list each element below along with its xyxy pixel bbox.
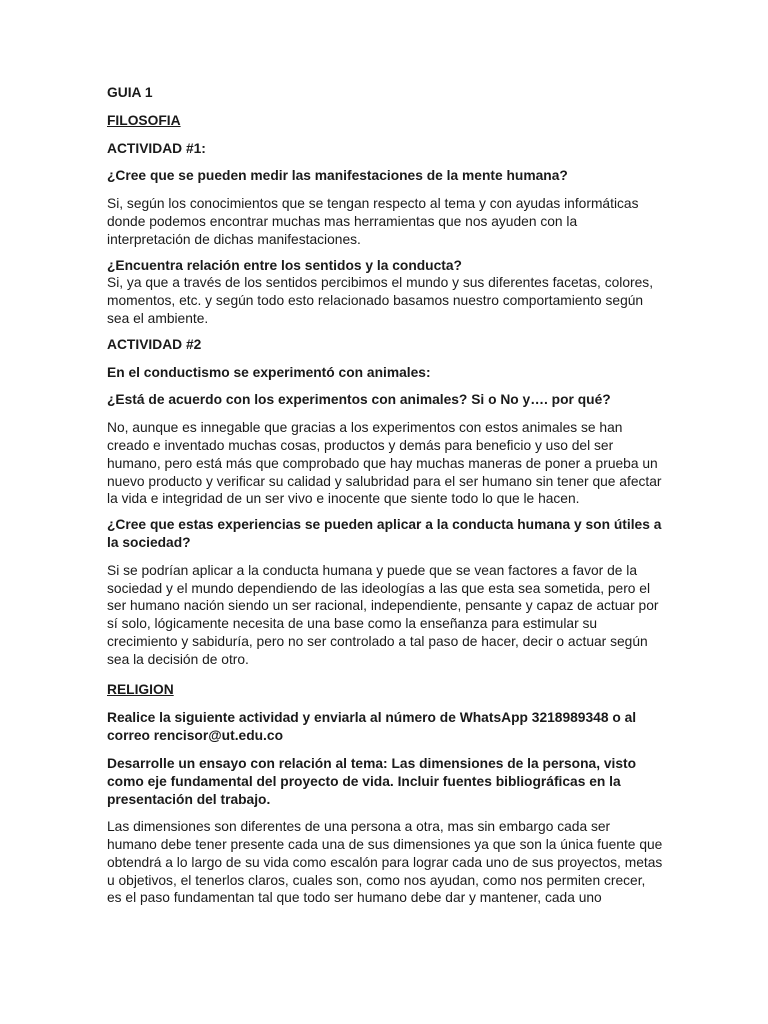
religion-instruction: Realice la siguiente actividad y enviarla al número de WhatsApp 3218989348 o al correo rencisor@ut.edu.co	[107, 710, 637, 744]
activity-1-answer-2: Si, ya que a través de los sentidos percibimos el mundo y sus diferentes facetas, colores, momentos, etc. y según todo esto relacionado basamos nuestro comportamiento según sea el ambiente.	[107, 275, 654, 326]
religion-answer: Las dimensiones son diferentes de una persona a otra, mas sin embargo cada ser humano debe tener presente cada una de sus dimensiones ya que son la única fuente que obtendrá a lo largo de su vida como escalón para lograr cada uno de sus proyectos, metas u objetivos, el tenerlos claros, cuales son, como nos ayudan, como nos permiten crecer, es el paso fundamentan tal que todo ser humano debe dar y mantener, cada uno	[107, 819, 663, 906]
activity-2-question-2: ¿Cree que estas experiencias se pueden aplicar a la conducta humana y son útiles a la sociedad?	[107, 517, 662, 550]
subject-religion: RELIGION	[107, 681, 174, 697]
activity-2-answer-2: Si se podrían aplicar a la conducta humana y puede que se vean factores a favor de la sociedad y el mundo dependiendo de las ideologías a las que esta sea sometida, pero el ser humano nación siendo un ser racional, independiente, pensante y capaz de actuar por sí solo, lógicamente necesita de una base como la enseñanza para estimular su crecimiento y sabiduría, pero no ser controlado a tal paso de hacer, decir o actuar según sea la decisión de otro.	[107, 562, 659, 667]
activity-2-title: ACTIVIDAD #2	[107, 336, 202, 352]
subject-philosophy: FILOSOFIA	[107, 112, 181, 128]
activity-1-title: ACTIVIDAD #1:	[107, 140, 206, 156]
activity-2-answer-1: No, aunque es innegable que gracias a los experimentos con estos animales se han creado e inventado muchas cosas, productos y demás para beneficio y uso del ser humano, pero está más que comprobado que hay muchas maneras de poner a prueba un nuevo producto y verificar su calidad y salubridad para el ser humano sin tener que afectar la vida e integridad de un ser vivo e inocente que siente todo lo que le hacen.	[107, 420, 662, 507]
activity-2-question-1: ¿Está de acuerdo con los experimentos con animales? Si o No y…. por qué?	[107, 392, 611, 408]
guide-heading: GUIA 1	[107, 85, 153, 100]
document-body	[107, 84, 663, 907]
activity-1-answer-1: Si, según los conocimientos que se tengan respecto al tema y con ayudas informáticas donde podemos encontrar muchas mas herramientas que nos ayuden con la interpretación de dichas manifestaciones.	[107, 196, 639, 247]
activity-1-question-2: ¿Encuentra relación entre los sentidos y la conducta?	[107, 257, 462, 273]
religion-task: Desarrolle un ensayo con relación al tema: Las dimensiones de la persona, visto como eje fundamental del proyecto de vida. Incluir fuentes bibliográficas en la presentación del trabajo.	[107, 755, 637, 807]
activity-2-intro: En el conductismo se experimentó con animales:	[107, 364, 431, 380]
activity-1-question-1: ¿Cree que se pueden medir las manifestaciones de la mente humana?	[107, 168, 568, 184]
